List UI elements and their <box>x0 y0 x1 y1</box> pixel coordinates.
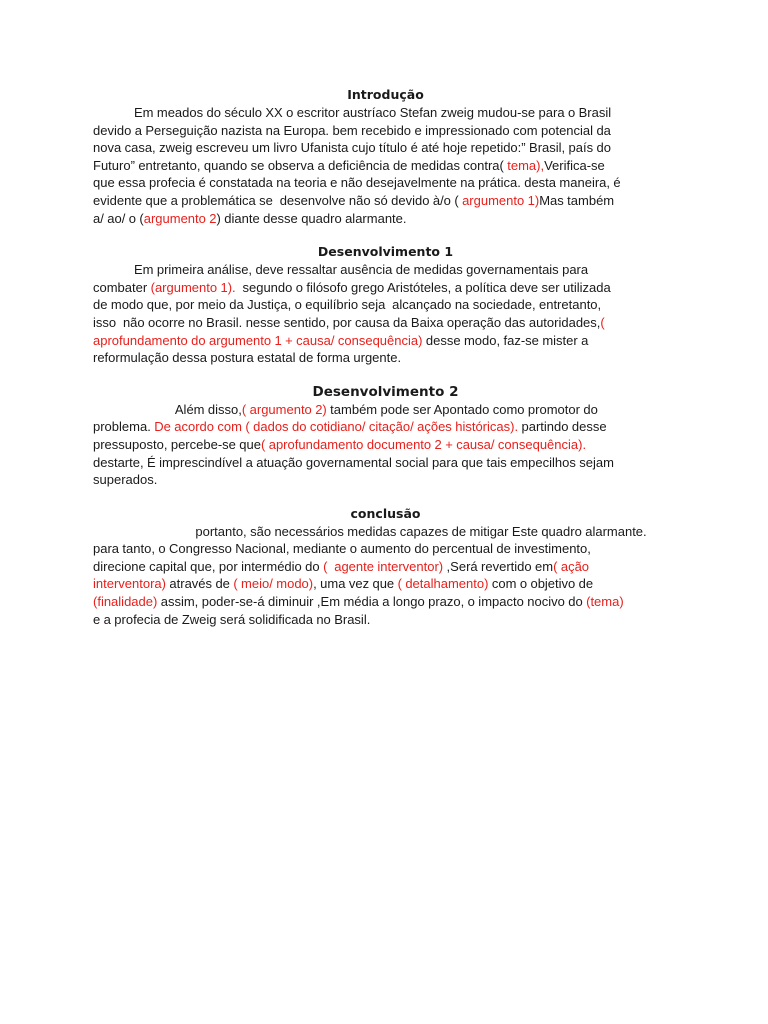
text-line <box>93 454 678 472</box>
body-text: ) diante desse quadro alarmante. <box>216 210 407 226</box>
body-text: direcione capital que, por intermédio do <box>93 558 324 574</box>
placeholder-text: De acordo com ( dados do cotidiano/ citação/ ações históricas). <box>154 419 519 435</box>
placeholder-text: ( agente interventor) <box>323 558 444 574</box>
text-line <box>93 523 678 541</box>
body-text: nova casa, zweig escreveu um livro Ufanista cujo título é até hoje repetido:” Brasil, país do <box>93 140 611 156</box>
body-text: que essa profecia é constatada na teoria e não desejavelmente na prática. desta maneira, é <box>93 175 621 191</box>
text-line <box>93 104 678 122</box>
text-line <box>93 436 678 454</box>
body-text: de modo que, por meio da Justiça, o equilíbrio seja alcançado na sociedade, entretanto, <box>93 297 602 313</box>
body-text: Em primeira análise, deve ressaltar ausência de medidas governamentais para <box>93 262 589 278</box>
body-text: isso não ocorre no Brasil. nesse sentido, por causa da Baixa operação das autoridades, <box>93 314 601 330</box>
body-text: através de <box>165 576 234 592</box>
body-text: reformulação dessa postura estatal de forma urgente. <box>93 350 402 366</box>
section-title-introducao: Introdução <box>347 87 424 102</box>
body-text: Verifica-se <box>544 157 605 173</box>
text-line <box>93 261 678 279</box>
body-text: Mas também <box>539 192 615 208</box>
body-text: pressuposto, percebe-se que <box>93 436 261 452</box>
placeholder-text: ( ação <box>553 558 590 574</box>
text-line <box>93 611 678 629</box>
text-line <box>93 418 678 436</box>
placeholder-text: ( argumento 2) <box>241 401 327 417</box>
placeholder-text: ( <box>600 314 605 330</box>
text-line <box>93 332 678 350</box>
text-line <box>93 210 678 228</box>
paragraph-conclusao <box>93 523 678 629</box>
body-text: destarte, É imprescindível a atuação governamental social para que tais empecilhos sejam <box>93 454 614 470</box>
placeholder-text: argumento 1) <box>462 192 540 208</box>
body-text: desse modo, faz-se mister a <box>422 332 589 348</box>
body-text: e a profecia de Zweig será solidificada no Brasil. <box>93 611 371 627</box>
text-line <box>93 401 678 419</box>
text-line <box>93 296 678 314</box>
document-page <box>93 86 678 628</box>
text-line <box>93 157 678 175</box>
body-text: partindo desse <box>518 419 607 435</box>
body-text: para tanto, o Congresso Nacional, mediante o aumento do percentual de investimento, <box>93 541 591 557</box>
text-line <box>93 174 678 192</box>
body-text: Além disso, <box>93 401 242 417</box>
body-text: portanto, são necessários medidas capazes de mitigar Este quadro alarmante. <box>93 523 647 539</box>
body-text: problema. <box>93 419 155 435</box>
placeholder-text: (finalidade) <box>93 594 158 610</box>
placeholder-text: (tema) <box>586 594 624 610</box>
body-text: Futuro” entretanto, quando se observa a deficiência de medidas contra( <box>93 157 508 173</box>
text-line <box>93 192 678 210</box>
body-text: evidente que a problemática se desenvolve não só devido à/o ( <box>93 192 463 208</box>
text-line <box>93 558 678 576</box>
paragraph-desenvolvimento-2 <box>93 401 678 489</box>
placeholder-text: tema), <box>507 157 545 173</box>
body-text: , uma vez que <box>313 576 398 592</box>
body-text: segundo o filósofo grego Aristóteles, a política deve ser utilizada <box>235 279 611 295</box>
body-text: ,Será revertido em <box>443 558 554 574</box>
body-text: a/ ao/ o ( <box>93 210 144 226</box>
section-title-desenvolvimento-1: Desenvolvimento 1 <box>317 244 454 260</box>
placeholder-text: (argumento 1). <box>150 279 236 295</box>
text-line <box>93 575 678 593</box>
text-line <box>93 122 678 140</box>
placeholder-text: argumento 2 <box>143 210 217 226</box>
paragraph-desenvolvimento-1 <box>93 261 678 367</box>
placeholder-text: ( aprofundamento documento 2 + causa/ consequência). <box>260 436 587 452</box>
body-text: superados. <box>93 472 158 488</box>
placeholder-text: aprofundamento do argumento 1 + causa/ consequência) <box>93 332 423 348</box>
text-line <box>93 593 678 611</box>
body-text: também pode ser Apontado como promotor do <box>326 401 598 417</box>
section-title-conclusao: conclusão <box>350 505 421 521</box>
text-line <box>93 279 678 297</box>
text-line <box>93 349 678 367</box>
text-line <box>93 314 678 332</box>
placeholder-text: ( meio/ modo) <box>233 576 314 592</box>
text-line <box>93 540 678 558</box>
body-text: com o objetivo de <box>488 576 594 592</box>
text-line <box>93 139 678 157</box>
paragraph-introducao <box>93 104 678 227</box>
body-text: assim, poder-se-á diminuir ,Em média a longo prazo, o impacto nocivo do <box>157 594 587 610</box>
body-text: devido a Perseguição nazista na Europa. bem recebido e impressionado com potencial da <box>93 122 611 138</box>
placeholder-text: interventora) <box>93 576 166 592</box>
placeholder-text: ( detalhamento) <box>397 576 489 592</box>
text-line <box>93 471 678 489</box>
body-text: Em meados do século XX o escritor austríaco Stefan zweig mudou-se para o Brasil <box>93 105 612 120</box>
section-title-desenvolvimento-2: Desenvolvimento 2 <box>312 383 459 400</box>
body-text: combater <box>93 279 151 295</box>
